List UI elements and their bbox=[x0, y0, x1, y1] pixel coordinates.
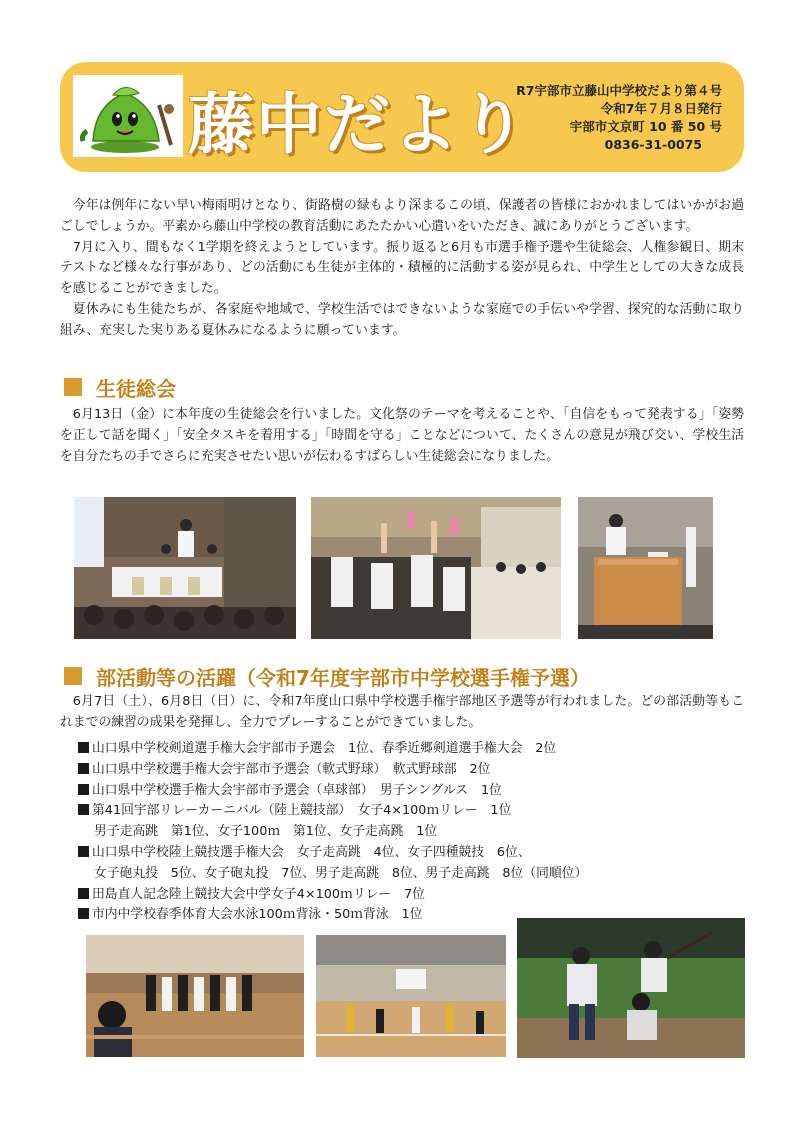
photo-baseball-game bbox=[517, 918, 745, 1058]
list-item: 山口県中学校陸上競技選手権大会 女子走高跳 4位、女子四種競技 6位、 bbox=[78, 843, 758, 864]
intro-paragraph: 夏休みにも生徒たちが、各家庭や地域で、学校生活ではできないような家庭での手伝いや学習、探究的な活動に取り組み、充実した実りある夏休みになるように願っています。 bbox=[60, 301, 744, 338]
list-item: 山口県中学校剣道選手権大会宇部市予選会 1位、春季近郷剣道選手権大会 2位 bbox=[78, 739, 758, 760]
section-paragraph: 6月7日（土）、6月8日（日）に、令和7年度山口県中学校選手権宇部地区予選等が行われました。どの部活動等もこれまでの練習の成果を発揮し、全力でプレーすることができていました。 bbox=[60, 694, 744, 730]
photo-assembly-stage bbox=[74, 497, 296, 639]
issue-date: 令和7年７月８日発行 bbox=[600, 101, 722, 116]
square-bullet-icon bbox=[78, 784, 89, 795]
square-bullet-icon bbox=[78, 763, 89, 774]
heading-square-icon bbox=[64, 378, 82, 396]
list-item: 山口県中学校選手権大会宇部市予選会（軟式野球） 軟式野球部 2位 bbox=[78, 760, 758, 781]
photo-basketball-court bbox=[316, 935, 506, 1057]
photo-speaker-podium bbox=[578, 497, 713, 639]
mascot-character-icon bbox=[73, 75, 183, 157]
list-item: 第41回宇部リレーカーニバル（陸上競技部） 女子4×100ｍリレー 1位 bbox=[78, 801, 758, 822]
heading-square-icon bbox=[64, 667, 82, 685]
list-item-continuation: 男子走高跳 第1位、女子100ｍ 第1位、女子走高跳 1位 bbox=[94, 824, 438, 840]
club-activities-text bbox=[60, 692, 744, 734]
results-list bbox=[78, 739, 758, 926]
section-heading-club-activities bbox=[64, 663, 590, 689]
list-item: 山口県中学校選手権大会宇部市予選会（卓球部） 男子シングルス 1位 bbox=[78, 781, 758, 802]
list-item: 田島直人記念陸上競技大会中学女子4×100ｍリレー 7位 bbox=[78, 885, 758, 906]
school-address: 宇部市文京町 10 番 50 号 bbox=[569, 119, 722, 134]
photo-team-gym bbox=[86, 935, 304, 1057]
mascot-logo bbox=[73, 75, 183, 157]
square-bullet-icon bbox=[78, 742, 89, 753]
square-bullet-icon bbox=[78, 846, 89, 857]
newsletter-header bbox=[60, 62, 744, 172]
square-bullet-icon bbox=[78, 804, 89, 815]
newsletter-title: 藤中だより bbox=[188, 86, 528, 163]
photo-students-raising-hands bbox=[311, 497, 561, 639]
publication-info bbox=[516, 82, 722, 154]
school-phone: 0836-31-0075 bbox=[604, 137, 702, 152]
list-item: 市内中学校春季体育大会水泳100ｍ背泳・50ｍ背泳 1位 bbox=[78, 905, 758, 926]
square-bullet-icon bbox=[78, 888, 89, 899]
section-paragraph: 6月13日（金）に本年度の生徒総会を行いました。文化祭のテーマを考えることや、「自信をもって発表する」「姿勢を正して話を聞く」「安全タスキを着用する」「時間を守る」ことなどについて、たくさんの意見が飛び交い、学校生活を自分たちの手でさらに充実させたい思いが伝わるすばらしい生徒総会になりました。 bbox=[60, 407, 744, 464]
student-assembly-text bbox=[60, 405, 744, 467]
intro-text bbox=[60, 196, 744, 342]
section-heading-label: 部活動等の活躍（令和7年度宇部市中学校選手権予選） bbox=[96, 665, 590, 690]
section-heading-label: 生徒総会 bbox=[96, 376, 176, 401]
list-item-continuation: 女子砲丸投 5位、女子砲丸投 7位、男子走高跳 8位、男子走高跳 8位（同順位） bbox=[94, 865, 588, 881]
section-heading-student-assembly bbox=[64, 374, 176, 400]
intro-paragraph: 今年は例年にない早い梅雨明けとなり、街路樹の緑もより深まるこの頃、保護者の皆様におかれましてはいかがお過ごしでしょうか。平素から藤山中学校の教育活動にあたたかい心遣いをいただき、誠にありがとうございます。 bbox=[60, 198, 744, 234]
issue-number: R7宇部市立藤山中学校だより第４号 bbox=[516, 83, 722, 98]
square-bullet-icon bbox=[78, 908, 89, 919]
intro-paragraph: 7月に入り、間もなく1学期を終えようとしています。振り返ると6月も市選手権予選や生徒総会、人権参観日、期末テストなど様々な行事があり、どの活動にも生徒が主体的・積極的に活動する姿が見られ、中学生としての大きな成長を感じることができました。 bbox=[60, 239, 744, 297]
